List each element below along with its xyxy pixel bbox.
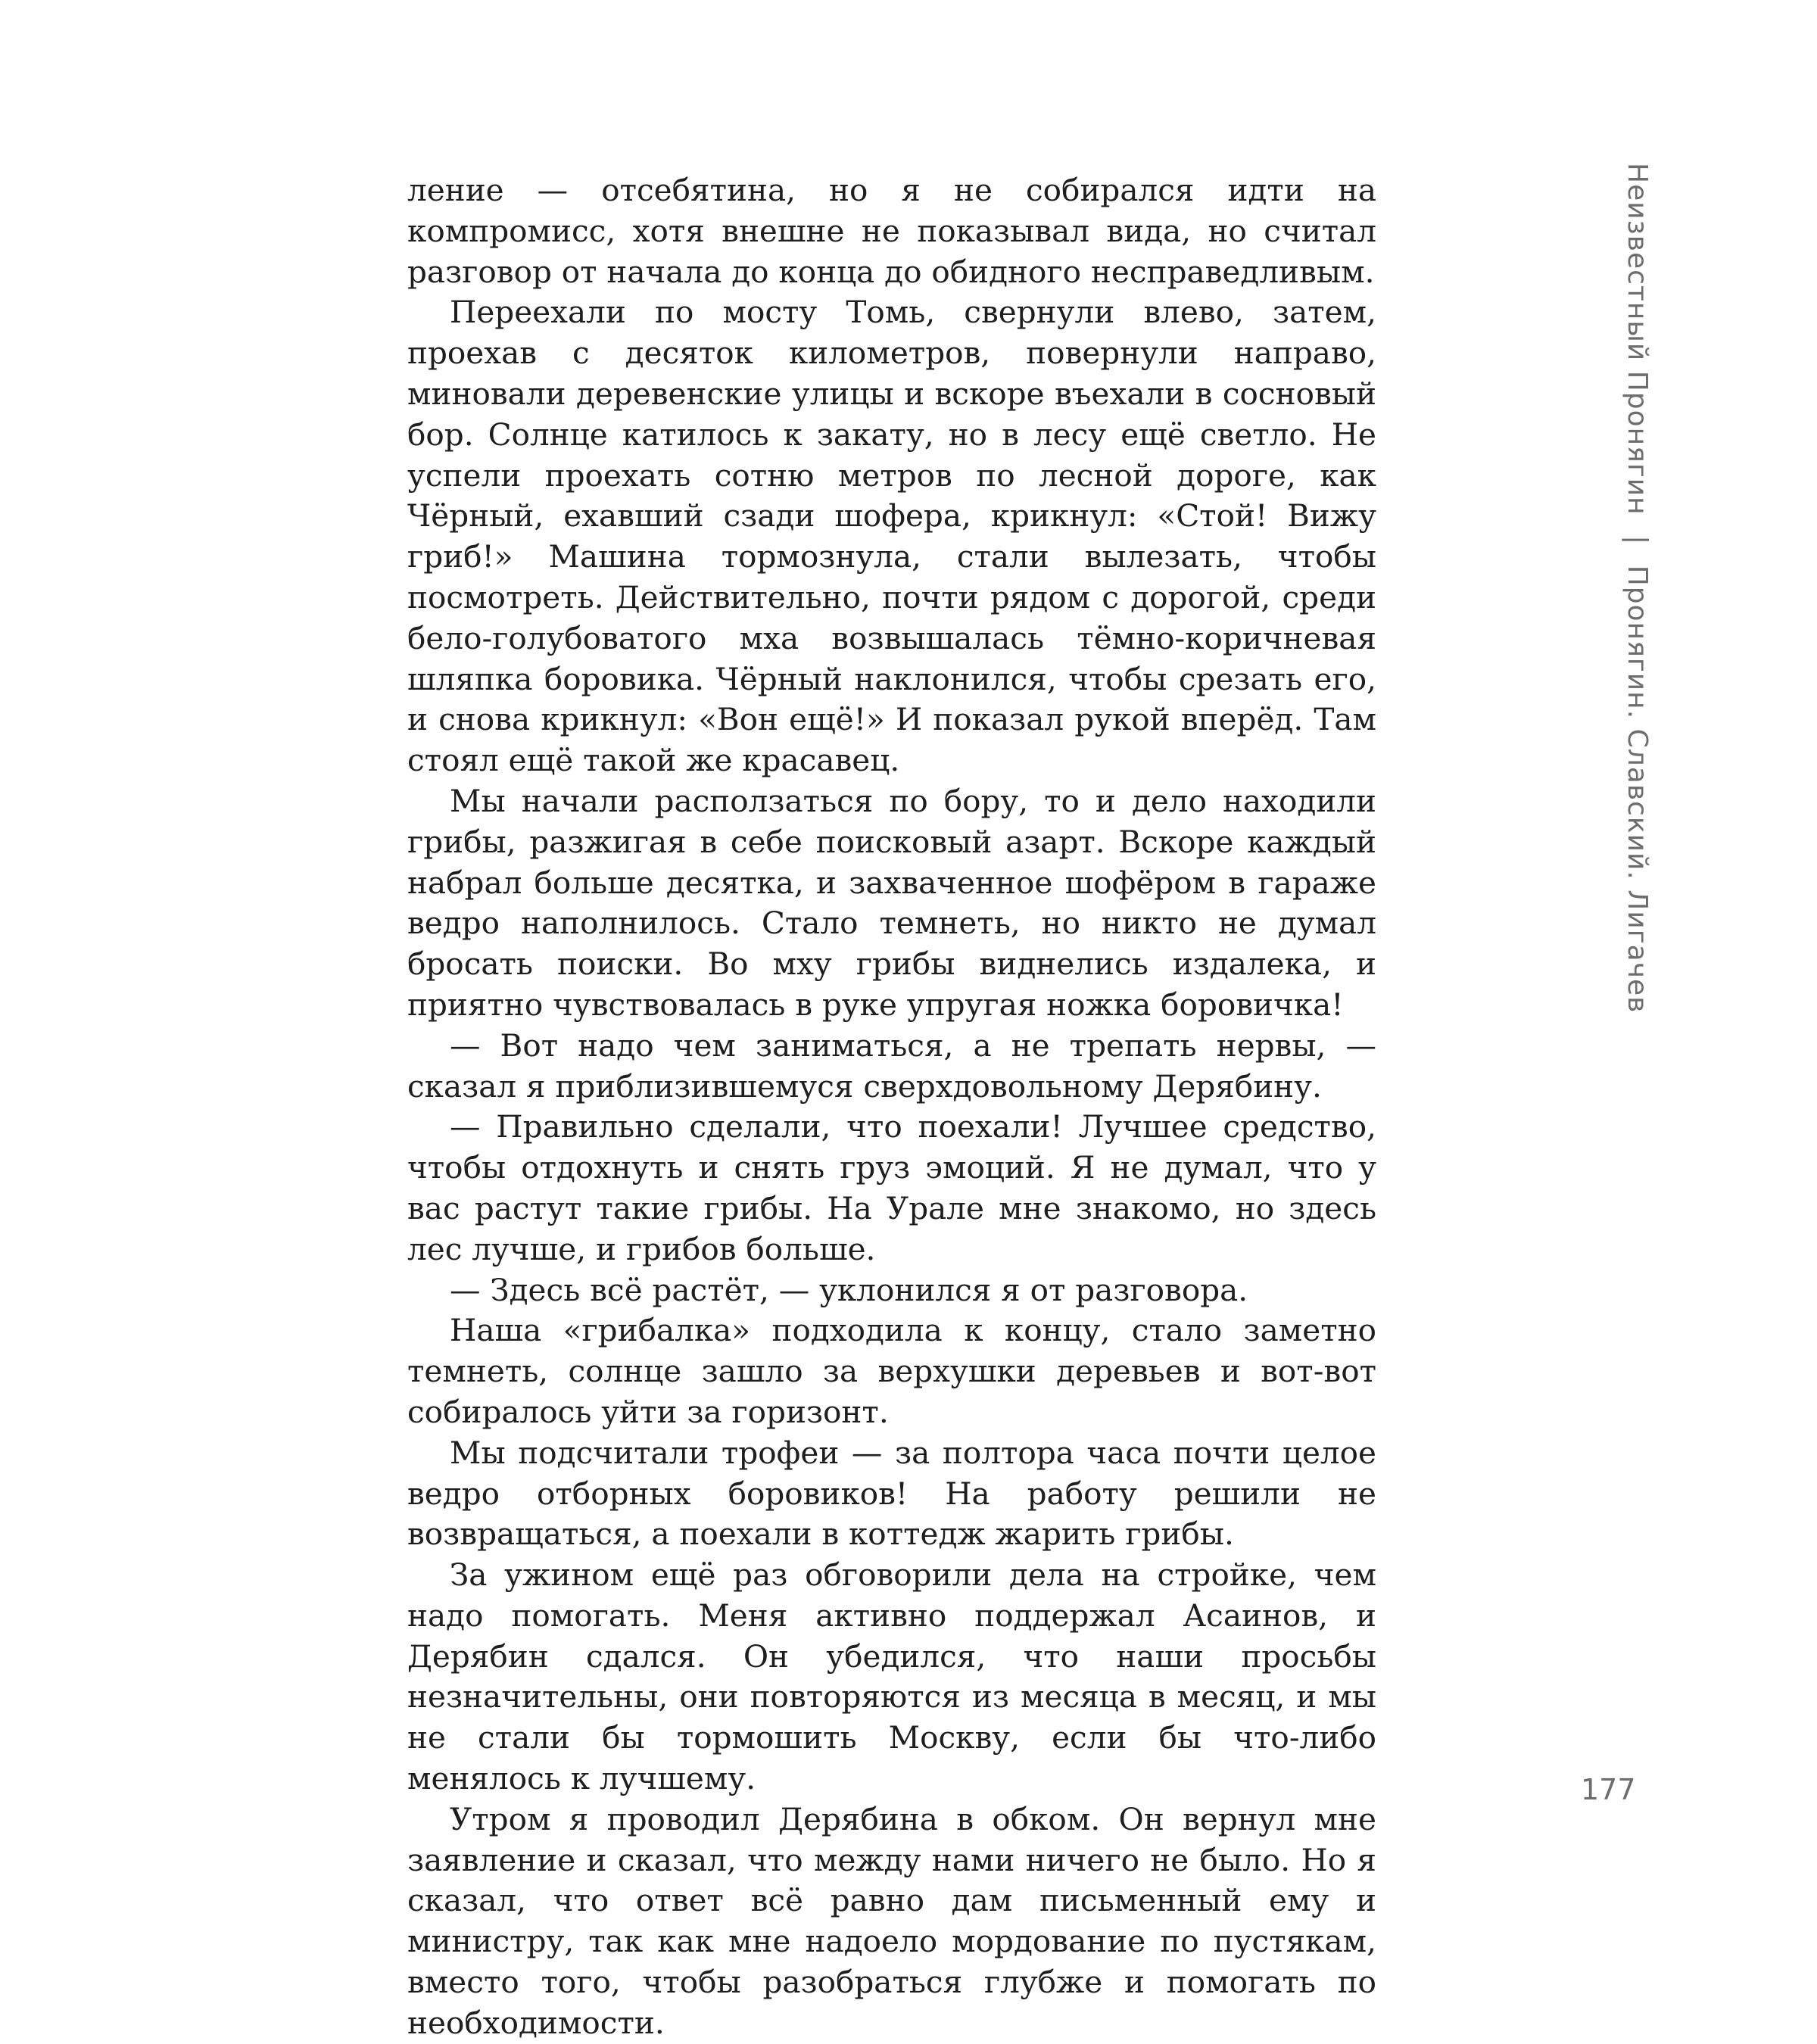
page-number: 177 xyxy=(1581,1773,1636,1806)
body-text xyxy=(407,170,1376,2044)
paragraph: Мы подсчитали трофеи — за полтора часа почти целое ведро отборных боровиков! На работу решили не возвращаться, а поехали в коттедж жарить грибы. xyxy=(407,1434,1376,1553)
paragraph: Переехали по мосту Томь, свернули влево, затем, проехав с десяток километров, повернули направо, миновали деревенские улицы и вскоре въехали в сосновый бор. Солнце катилось к закату, но в лесу ещё светло. Не успели проехать сотню метров по лесной дороге, как Чёрный, ехавший сзади шофера, крикнул: «Стой! Вижу гриб!» Машина тормознула, стали вылезать, чтобы посмотреть. Действительно, почти рядом с дорогой, среди бело-голубоватого мха возвышалась тёмно-коричневая шляпка боровика. Чёрный наклонился, чтобы срезать его, и снова крикнул: «Вон ещё!» И показал рукой вперёд. Там стоял ещё такой же красавец. xyxy=(407,294,1376,779)
paragraph: ление — отсебятина, но я не собирался идти на компромисс, хотя внешне не показывал вида, но считал разговор от начала до конца до обидного несправедливым. xyxy=(407,172,1376,290)
paragraph: — Правильно сделали, что поехали! Лучшее средство, чтобы отдохнуть и снять груз эмоций. Я не думал, что у вас растут такие грибы. На Урале мне знакомо, но здесь лес лучше, и грибов больше. xyxy=(407,1108,1376,1267)
running-head xyxy=(1622,163,1652,1013)
book-title: Неизвестный Пронягин xyxy=(1622,163,1653,516)
paragraph: Утром я проводил Дерябина в обком. Он вернул мне заявление и сказал, что между нами ничего не было. Но я сказал, что ответ всё равно дам письменный ему и министру, так как мне надоело мордование по пустякам, вместо того, чтобы разобраться глубже и помогать по необходимости. xyxy=(407,1800,1376,2041)
running-head-separator: | xyxy=(1622,535,1653,546)
paragraph: Наша «грибалка» подходила к концу, стало заметно темнеть, солнце зашло за верхушки деревьев и вот-вот собиралось уйти за горизонт. xyxy=(407,1312,1376,1430)
paragraph: — Вот надо чем заниматься, а не трепать нервы, — сказал я приблизившемуся сверхдовольному Дерябину. xyxy=(407,1027,1376,1105)
paragraph: Мы начали расползаться по бору, то и дело находили грибы, разжигая в себе поисковый азарт. Вскоре каждый набрал больше десятка, и захваченное шофёром в гараже ведро наполнилось. Стало темнеть, но никто не думал бросать поиски. Во мху грибы виднелись издалека, и приятно чувствовалась в руке упругая ножка боровичка! xyxy=(407,782,1376,1023)
paragraph: За ужином ещё раз обговорили дела на стройке, чем надо помогать. Меня активно поддержал Асаинов, и Дерябин сдался. Он убедился, что наши просьбы незначительны, они повторяются из месяца в месяц, и мы не стали бы тормошить Москву, если бы что-либо менялось к лучшему. xyxy=(407,1556,1376,1797)
paragraph: — Здесь всё растёт, — уклонился я от разговора. xyxy=(450,1271,1248,1308)
chapter-title: Пронягин. Славский. Лигачев xyxy=(1622,565,1653,1014)
